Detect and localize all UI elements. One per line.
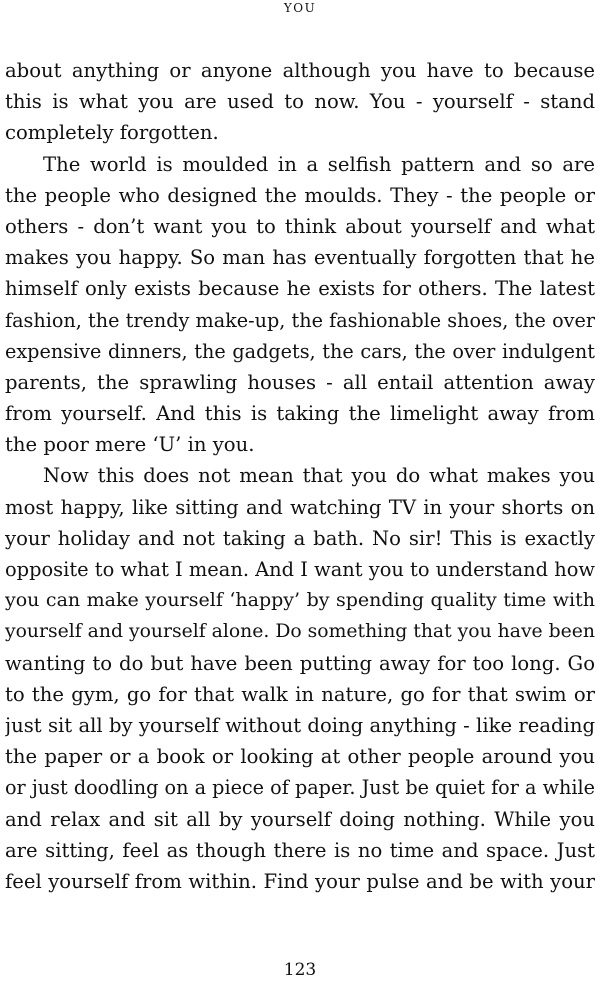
text-line: himself only exists because he exists for others. The latest	[5, 277, 595, 301]
text-line: wanting to do but have been putting away for too long. Go	[5, 651, 595, 675]
text-line: you can make yourself ‘happy’ by spending quality time with	[5, 589, 595, 612]
text-line: to the gym, go for that walk in nature, go for that swim or	[5, 682, 595, 706]
text-line: just sit all by yourself without doing anything - like reading	[5, 713, 595, 737]
text-line: the poor mere ‘U’ in you.	[5, 433, 255, 457]
text-line: and relax and sit all by yourself doing nothing. While you	[5, 807, 595, 831]
text-line: others - don’t want you to think about yourself and what	[5, 214, 595, 238]
text-line: opposite to what I mean. And I want you to understand how	[5, 558, 595, 581]
text-line: makes you happy. So man has eventually forgotten that he	[5, 246, 595, 270]
text-line: Now this does not mean that you do what makes you	[43, 464, 595, 488]
text-line: most happy, like sitting and watching TV in your shorts on	[5, 495, 595, 519]
text-line: this is what you are used to now. You - yourself - stand	[5, 90, 595, 114]
text-line: The world is moulded in a selfish pattern and so are	[43, 152, 595, 176]
text-line: parents, the sprawling houses - all entail attention away	[5, 370, 595, 394]
text-line: expensive dinners, the gadgets, the cars, the over indulgent	[5, 339, 595, 363]
text-line: are sitting, feel as though there is no time and space. Just	[5, 838, 595, 862]
text-line: about anything or anyone although you have to because	[5, 59, 595, 82]
text-line: from yourself. And this is taking the limelight away from	[5, 402, 595, 426]
text-line: the paper or a book or looking at other people around you	[5, 745, 595, 769]
running-head: YOU	[283, 1, 317, 15]
text-line: feel yourself from within. Find your pulse and be with your	[5, 869, 595, 893]
text-line: completely forgotten.	[5, 121, 219, 145]
text-line: your holiday and not taking a bath. No sir! This is exactly	[5, 526, 595, 550]
page-number: 123	[283, 960, 317, 980]
text-line: the people who designed the moulds. They - the people or	[5, 183, 595, 207]
text-line: yourself and yourself alone. Do something that you have been	[5, 621, 595, 643]
text-line: or just doodling on a piece of paper. Just be quiet for a while	[5, 776, 595, 800]
body-text	[5, 55, 595, 897]
text-line: fashion, the trendy make-up, the fashionable shoes, the over	[5, 308, 595, 332]
